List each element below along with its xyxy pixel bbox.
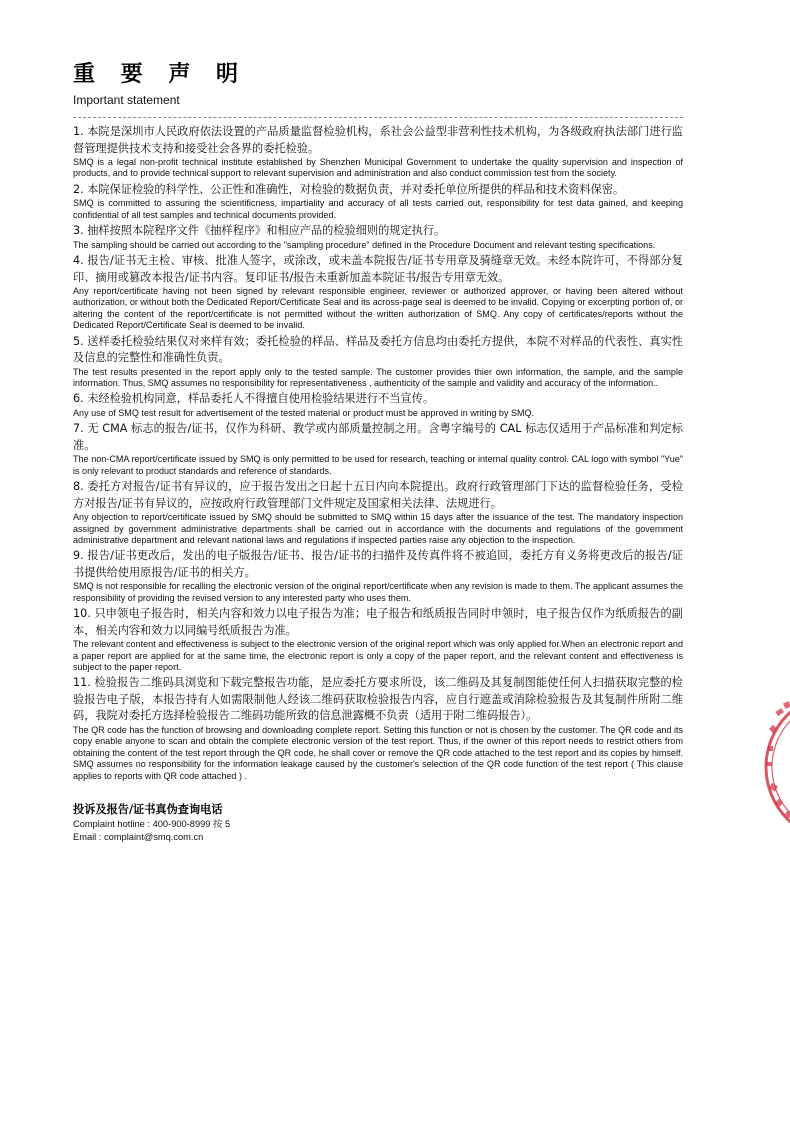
clause-text-cn: 2. 本院保证检验的科学性、公正性和准确性，对检验的数据负责，并对委托单位所提供的样品和技术资料保密。 bbox=[73, 182, 625, 196]
seal-marks bbox=[766, 701, 790, 818]
statement-page bbox=[73, 62, 683, 844]
clause-text-en: The non-CMA report/certificate issued by SMQ is only permitted to be used for research, teaching or internal quality control. CAL logo with symbol "Yue" is only relevant to product standards and reference of standards. bbox=[73, 454, 683, 476]
clause-text-cn: 1. 本院是深圳市人民政府依法设置的产品质量监督检验机构，系社会公益型非营利性技术机构，为各级政府执法部门进行监督管理提供技术支持和接受社会各界的委托检验。 bbox=[73, 125, 683, 155]
contact-title: 投诉及报告/证书真伪查询电话 bbox=[73, 802, 223, 816]
clause-7 bbox=[73, 421, 683, 477]
clause-6 bbox=[73, 391, 683, 419]
clause-8 bbox=[73, 479, 683, 546]
clause-11 bbox=[73, 675, 683, 782]
clause-text-en: SMQ is a legal non-profit technical institute established by Shenzhen Municipal Government to undertake the quality supervision and inspection of products, and to provide technical support to relevant supervision and administration and also conduct commission test from the society. bbox=[73, 157, 683, 179]
clause-text-cn: 6. 未经检验机构同意，样品委托人不得擅自使用检验结果进行不当宣传。 bbox=[73, 392, 435, 406]
clause-2 bbox=[73, 182, 683, 221]
clause-1 bbox=[73, 124, 683, 180]
clause-text-cn: 8. 委托方对报告/证书有异议的，应于报告发出之日起十五日内向本院提出。政府行政管理部门下达的监督检验任务，受检方对报告/证书有异议的，应按政府行政管理部门文件规定及国家相关法律、法规进行。 bbox=[73, 480, 683, 510]
clause-text-cn: 10. 只申领电子报告时，相关内容和效力以电子报告为准；电子报告和纸质报告同时申领时，电子报告仅作为纸质报告的副本，相关内容和效力以同编号纸质报告为准。 bbox=[73, 607, 683, 637]
complaint-hotline: Complaint hotline : 400-900-8999 按 5 bbox=[73, 818, 231, 829]
red-seal-stamp bbox=[756, 682, 790, 852]
clause-9 bbox=[73, 548, 683, 604]
clause-text-en: Any use of SMQ test result for advertisement of the tested material or product must be approved in writing by SMQ. bbox=[73, 407, 535, 418]
clause-text-en: Any objection to report/certificate issued by SMQ should be submitted to SMQ within 15 days after the issuance of the test. The mandatory inspection assigned by government administrative departments shall be carried out in accordance with the documents and regulations of the government administrative department and relevant national laws and regulations if inspected parties raise any objection to the inspection. bbox=[73, 512, 683, 545]
clause-text-cn: 9. 报告/证书更改后，发出的电子版报告/证书、报告/证书的扫描件及传真件将不被追回，委托方有义务将更改后的报告/证书提供给使用原报告/证书的相关方。 bbox=[73, 549, 683, 579]
clause-10 bbox=[73, 606, 683, 673]
clause-4 bbox=[73, 253, 683, 332]
clause-3 bbox=[73, 223, 683, 251]
complaint-email: Email : complaint@smq.com.cn bbox=[73, 831, 204, 842]
clause-text-cn: 7. 无 CMA 标志的报告/证书，仅作为科研、教学或内部质量控制之用。含粤字编号的 CAL 标志仅适用于产品标准和判定标准。 bbox=[73, 422, 683, 452]
clause-list bbox=[73, 124, 683, 782]
clause-text-en: The sampling should be carried out according to the "sampling procedure" defined in the Procedure Document and relevant testing specifications. bbox=[73, 239, 656, 250]
clause-text-en: SMQ is not responsible for recalling the electronic version of the original report/certificate when any revision is made to them. The applicant assumes the responsibility of providing the revised version to any interested party who uses them. bbox=[73, 581, 683, 603]
clause-text-en: The relevant content and effectiveness is subject to the electronic version of the original report which was only applied for.When an electronic report and a paper report are applied for at the same time, the electronic report is only a copy of the paper report, and the relevant content and effectiveness is subject to the paper report. bbox=[73, 639, 683, 673]
clause-text-en: The test results presented in the report apply only to the tested sample. The customer provides thier own information, the sample, and the sample information. Thus, SMQ assumes no responsibility for representativeness , authenticity of the sample and validity and accuracy of the information.. bbox=[73, 366, 683, 389]
clause-text-en: SMQ is committed to assuring the scientificness, impartiality and accuracy of all tests carried out, responsibility for test data gained, and keeping confidential of all test samples and technical documents provided. bbox=[73, 198, 683, 220]
clause-text-cn: 5. 送样委托检验结果仅对来样有效；委托检验的样品、样品及委托方信息均由委托方提供，本院不对样品的代表性、真实性及信息的完整性和准确性负责。 bbox=[73, 334, 683, 365]
clause-text-cn: 4. 报告/证书无主检、审核、批准人签字，或涂改，或未盖本院报告/证书专用章及骑缝章无效。未经本院许可，不得部分复印、摘用或篡改本报告/证书内容。复印证书/报告未重新加盖本院证书/报告专用章无效。 bbox=[73, 254, 683, 284]
clause-text-en: The QR code has the function of browsing and downloading complete report. Setting this function or not is chosen by the customer. The QR code and its copy enable anyone to scan and obtain the complete electronic version of the test report. Thus, if the owner of this report needs to restrict others from obtaining the content of the test report through the QR code, he shall cover or remove the QR code attached to the test report and its copies by himself. SMQ assumes no responsibility for the information leakage caused by the customer's selection of the QR code function of the test report ( This clause applies to reports with QR code attached ) . bbox=[73, 724, 683, 781]
contact-block bbox=[73, 802, 683, 844]
page-title-cn: 重 要 声 明 bbox=[73, 62, 247, 87]
dashed-divider bbox=[73, 117, 683, 118]
clause-text-cn: 11. 检验报告二维码具浏览和下载完整报告功能，是应委托方要求所设，该二维码及其复制图能使任何人扫描获取完整的检验报告电子版，本报告持有人如需限制他人经该二维码获取检验报告内容，应自行遮盖或消除检验报告及其复制件所附二维码，我院对委托方选择检验报告二维码功能所致的信息泄露概不负责（适用于附二维码报告）。 bbox=[73, 676, 683, 723]
clause-text-en: Any report/certificate having not been signed by relevant responsible engineer, reviewer or authorized approver, or having been altered without authorization, or without both the Dedicated Report/Certificate Seal and its across-page seal is deemed to be invalid. Copying or excerpting portion of, or altering the content of the report/certificate is not permitted without the written authorization of SMQ. Any copy of certificates/reports without the Dedicated Report/Certificate Seal is deemed to be invalid. bbox=[73, 286, 684, 331]
clause-text-cn: 3. 抽样按照本院程序文件《抽样程序》和相应产品的检验细则的规定执行。 bbox=[73, 224, 446, 238]
page-title-en: Important statement bbox=[73, 93, 180, 107]
clause-5 bbox=[73, 334, 683, 390]
